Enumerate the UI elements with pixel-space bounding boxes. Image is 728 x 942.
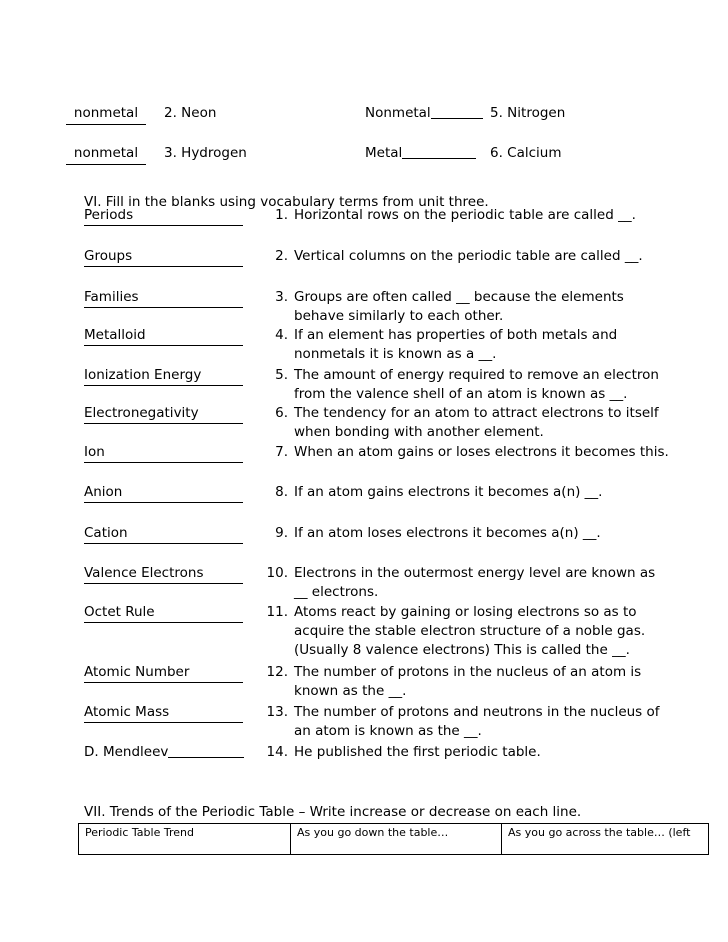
answer-word: Nonmetal [365, 105, 431, 121]
question-text-line: Groups are often called __ because the elements [294, 289, 624, 305]
answer-word: Metal [365, 145, 403, 161]
answer-blank[interactable] [84, 603, 243, 623]
answer-text: D. Mendleev [84, 744, 169, 760]
answer-blank[interactable] [84, 206, 243, 226]
question-number: 14. [266, 744, 288, 760]
table-row [79, 824, 709, 855]
table-header-across[interactable]: As you go across the table… (left [502, 824, 709, 855]
question-text-line: (Usually 8 valence electrons) This is called the __. [294, 642, 630, 658]
answer-blank[interactable] [84, 404, 243, 424]
question-text-line: when bonding with another element. [294, 424, 544, 440]
answer-rule [402, 145, 476, 159]
question-label-5: 5. Nitrogen [490, 105, 566, 121]
answer-blank[interactable] [84, 366, 243, 386]
question-number: 12. [266, 664, 288, 680]
answer-blank[interactable] [84, 483, 243, 503]
question-text [294, 524, 694, 543]
question-text-line: If an atom loses electrons it becomes a(n) __. [294, 525, 601, 541]
question-text-line: nonmetals it is known as a __. [294, 346, 497, 362]
question-text [294, 603, 694, 660]
question-number: 13. [266, 704, 288, 720]
question-text [294, 483, 694, 502]
question-text-line: When an atom gains or loses electrons it becomes this. [294, 444, 669, 460]
periodic-trends-table [78, 823, 709, 855]
answer-blank[interactable] [84, 524, 243, 544]
question-text [294, 443, 694, 462]
question-text-line: Horizontal rows on the periodic table are called __. [294, 207, 636, 223]
top-answer-rows [0, 104, 728, 184]
answer-text: Electronegativity [84, 405, 199, 421]
table-header-down[interactable]: As you go down the table… [291, 824, 502, 855]
answer-blank[interactable] [84, 247, 243, 267]
question-text-line: Vertical columns on the periodic table are called __. [294, 248, 643, 264]
question-number: 6. [275, 405, 288, 421]
answer-text: Groups [84, 248, 133, 264]
question-label-2: 2. Neon [164, 105, 217, 121]
question-number: 7. [275, 444, 288, 460]
section-vii-heading: VII. Trends of the Periodic Table – Write increase or decrease on each line. [84, 804, 582, 820]
question-text-line: acquire the stable electron structure of a noble gas. [294, 623, 646, 639]
question-text [294, 404, 694, 442]
answer-blank[interactable] [84, 288, 243, 308]
answer-blank[interactable] [84, 443, 243, 463]
answer-text: Metalloid [84, 327, 146, 343]
question-text [294, 564, 694, 602]
answer-blank-4[interactable] [365, 144, 476, 163]
answer-blank-3[interactable]: nonmetal [66, 144, 146, 165]
answer-blank[interactable] [84, 326, 243, 346]
question-text-line: Electrons in the outermost energy level are known as [294, 565, 656, 581]
question-text [294, 366, 694, 404]
answer-blank[interactable] [84, 703, 243, 723]
answer-text: Atomic Number [84, 664, 190, 680]
answer-blank[interactable] [84, 743, 243, 762]
question-number: 3. [275, 289, 288, 305]
answer-text: Ion [84, 444, 105, 460]
question-text [294, 288, 694, 326]
answer-rule [168, 744, 244, 758]
question-text-line: an atom is known as the __. [294, 723, 482, 739]
question-text-line: behave similarly to each other. [294, 308, 504, 324]
question-text [294, 663, 694, 701]
top-answer-row [0, 104, 728, 144]
answer-text: Anion [84, 484, 123, 500]
question-number: 5. [275, 367, 288, 383]
answer-text: Atomic Mass [84, 704, 170, 720]
question-text-line: from the valence shell of an atom is known as __. [294, 386, 628, 402]
section-vi-heading: VI. Fill in the blanks using vocabulary terms from unit three. [84, 194, 489, 210]
answer-blank-2[interactable] [365, 104, 483, 123]
question-text-line: The amount of energy required to remove an electron [294, 367, 659, 383]
question-label-6: 6. Calcium [490, 145, 562, 161]
answer-text: Valence Electrons [84, 565, 204, 581]
question-text-line: The number of protons in the nucleus of an atom is [294, 664, 642, 680]
question-text-line: He published the first periodic table. [294, 744, 541, 760]
answer-rule [431, 105, 483, 119]
question-text [294, 206, 694, 225]
question-text [294, 326, 694, 364]
answer-blank-1[interactable]: nonmetal [66, 104, 146, 125]
question-text [294, 743, 694, 762]
question-text [294, 247, 694, 266]
answer-text: Octet Rule [84, 604, 155, 620]
question-number: 8. [275, 484, 288, 500]
table-header-trend[interactable]: Periodic Table Trend [79, 824, 291, 855]
question-number: 2. [275, 248, 288, 264]
question-text-line: __ electrons. [294, 584, 379, 600]
question-text-line: The tendency for an atom to attract electrons to itself [294, 405, 659, 421]
answer-text: Periods [84, 207, 134, 223]
question-text [294, 703, 694, 741]
question-text-line: If an element has properties of both metals and [294, 327, 618, 343]
answer-text: Ionization Energy [84, 367, 202, 383]
question-number: 1. [275, 207, 288, 223]
answer-text: Cation [84, 525, 128, 541]
question-number: 4. [275, 327, 288, 343]
top-answer-row [0, 144, 728, 184]
question-text-line: Atoms react by gaining or losing electrons so as to [294, 604, 637, 620]
answer-blank[interactable] [84, 663, 243, 683]
question-number: 11. [266, 604, 288, 620]
question-number: 10. [266, 565, 288, 581]
question-text-line: If an atom gains electrons it becomes a(n) __. [294, 484, 603, 500]
question-text-line: known as the __. [294, 683, 407, 699]
question-label-3: 3. Hydrogen [164, 145, 247, 161]
question-number: 9. [275, 525, 288, 541]
answer-text: Families [84, 289, 139, 305]
question-text-line: The number of protons and neutrons in the nucleus of [294, 704, 660, 720]
answer-blank[interactable] [84, 564, 243, 584]
